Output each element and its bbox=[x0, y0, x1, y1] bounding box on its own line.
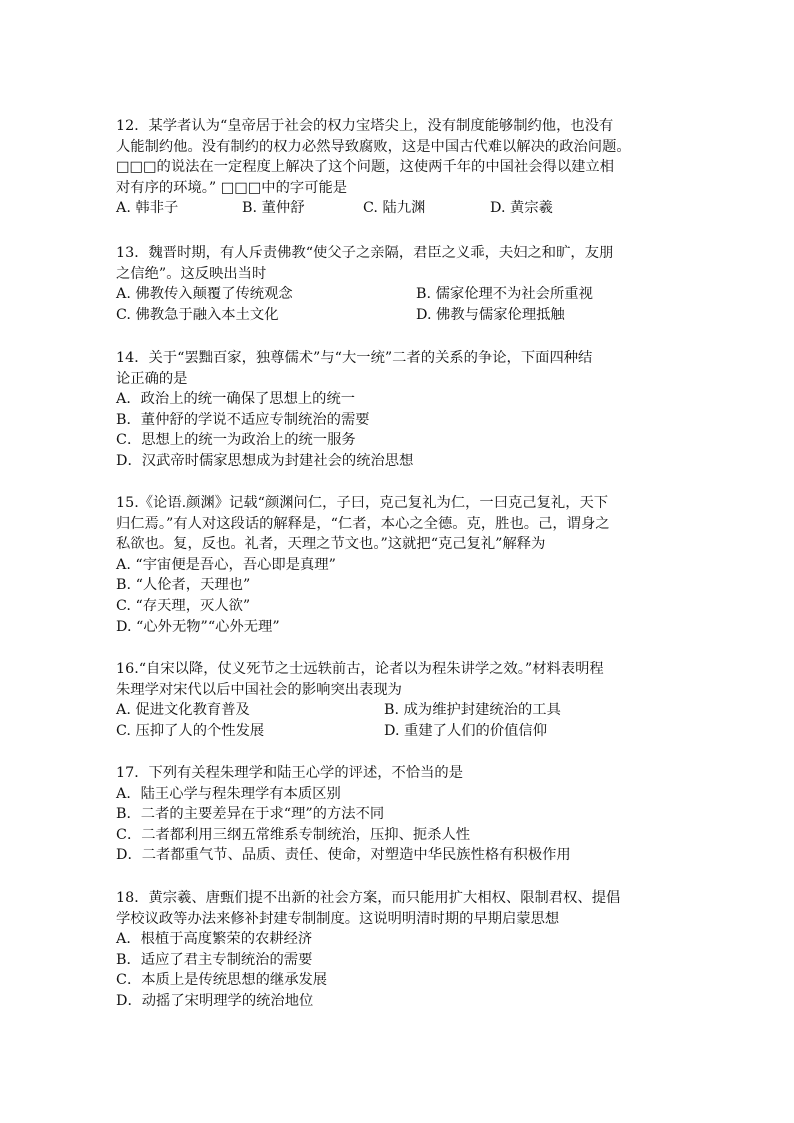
question-stem-line: 13．魏晋时期，有人斥责佛教“使父子之亲隔，君臣之义乖，夫妇之和旷，友朋 bbox=[116, 245, 614, 261]
question-stem-line: 之信绝”。这反映出当时 bbox=[116, 265, 267, 282]
question-stem-line: 归仁焉。”有人对这段话的解释是，“仁者，本心之全德。克，胜也。己，谓身之 bbox=[116, 515, 610, 532]
question-15 bbox=[116, 493, 686, 637]
question-stem-line: 12．某学者认为“皇帝居于社会的权力宝塔尖上，没有制度能够制约他，也没有 bbox=[116, 118, 614, 134]
option-b: B．二者的主要差异在于求“理”的方法不同 bbox=[116, 806, 385, 823]
option-b: B. 董仲舒 bbox=[242, 200, 305, 217]
option-d: D．汉武帝时儒家思想成为封建社会的统治思想 bbox=[116, 452, 414, 469]
question-stem-line: □□□的说法在一定程度上解决了这个问题，这使两千年的中国社会得以建立相 bbox=[116, 159, 615, 176]
options-row bbox=[116, 198, 686, 219]
question-stem-line: 人能制约他。没有制约的权力必然导致腐败，这是中国古代难以解决的政治问题。 bbox=[116, 138, 631, 155]
option-d: D．二者都重气节、品质、责任、使命，对塑造中华民族性格有积极作用 bbox=[116, 847, 571, 864]
options-row bbox=[116, 305, 686, 326]
question-stem-line: 15.《论语.颜渊》记载“颜渊问仁，子曰，克己复礼为仁，一曰克己复礼，天下 bbox=[116, 495, 609, 511]
options-row bbox=[116, 700, 686, 721]
question-stem-line: 私欲也。复，反也。礼者，天理之节文也。”这就把“克己复礼”解释为 bbox=[116, 536, 546, 553]
question-13 bbox=[116, 243, 686, 325]
option-a: A. 促进文化教育普及 bbox=[116, 702, 250, 719]
option-c: C．思想上的统一为政治上的统一服务 bbox=[116, 432, 356, 449]
question-stem-line: 朱理学对宋代以后中国社会的影响突出表现为 bbox=[116, 681, 402, 698]
option-d: D. “心外无物”“心外无理” bbox=[116, 618, 280, 635]
question-14 bbox=[116, 348, 686, 472]
options-row bbox=[116, 284, 686, 305]
option-a: A．根植于高度繁荣的农耕经济 bbox=[116, 931, 313, 948]
option-d: D. 黄宗羲 bbox=[490, 200, 553, 217]
question-stem-line: 14．关于“罢黜百家，独尊儒术”与“大一统”二者的关系的争论，下面四种结 bbox=[116, 350, 593, 366]
option-c: C. 佛教急于融入本土文化 bbox=[116, 306, 279, 323]
question-stem-line: 论正确的是 bbox=[116, 370, 188, 387]
option-b: B．适应了君主专制统治的需要 bbox=[116, 951, 313, 968]
option-a: A. 佛教传入颠覆了传统观念 bbox=[116, 286, 293, 303]
option-c: C．二者都利用三纲五常维系专制统治，压抑、扼杀人性 bbox=[116, 826, 471, 843]
option-b: B．董仲舒的学说不适应专制统治的需要 bbox=[116, 411, 370, 428]
option-c: C．本质上是传统思想的继承发展 bbox=[116, 972, 328, 989]
option-c: C. “存天理，灭人欲” bbox=[116, 597, 251, 614]
question-18 bbox=[116, 888, 686, 1012]
option-c: C. 压抑了人的个性发展 bbox=[116, 722, 265, 739]
option-a: A. 韩非子 bbox=[116, 200, 179, 217]
question-stem-line: 18．黄宗羲、唐甄们提不出新的社会方案，而只能用扩大相权、限制君权、提倡 bbox=[116, 890, 621, 906]
question-17 bbox=[116, 763, 686, 866]
question-12 bbox=[116, 116, 686, 219]
option-c: C. 陆九渊 bbox=[363, 200, 426, 217]
question-stem-line: 17．下列有关程朱理学和陆王心学的评述，不恰当的是 bbox=[116, 765, 464, 781]
options-row bbox=[116, 721, 686, 742]
question-16 bbox=[116, 659, 686, 741]
option-d: D. 佛教与儒家伦理抵触 bbox=[416, 306, 565, 323]
option-d: D. 重建了人们的价值信仰 bbox=[384, 722, 548, 739]
question-stem-line: 16.“自宋以降，仗义死节之士远轶前古，论者以为程朱讲学之效。”材料表明程 bbox=[116, 661, 604, 677]
question-stem-line: 对有序的环境。” □□□中的字可能是 bbox=[116, 179, 348, 196]
question-stem-line: 学校议政等办法来修补封建专制制度。这说明明清时期的早期启蒙思想 bbox=[116, 910, 560, 927]
option-d: D．动摇了宋明理学的统治地位 bbox=[116, 992, 314, 1009]
option-b: B. 成为维护封建统治的工具 bbox=[384, 702, 561, 719]
option-b: B. 儒家伦理不为社会所重视 bbox=[416, 286, 593, 303]
option-a: A．政治上的统一确保了思想上的统一 bbox=[116, 391, 356, 408]
option-a: A．陆王心学与程朱理学有本质区别 bbox=[116, 785, 341, 802]
option-a: A. “宇宙便是吾心，吾心即是真理” bbox=[116, 556, 336, 573]
option-b: B. “人伦者，天理也” bbox=[116, 577, 251, 594]
